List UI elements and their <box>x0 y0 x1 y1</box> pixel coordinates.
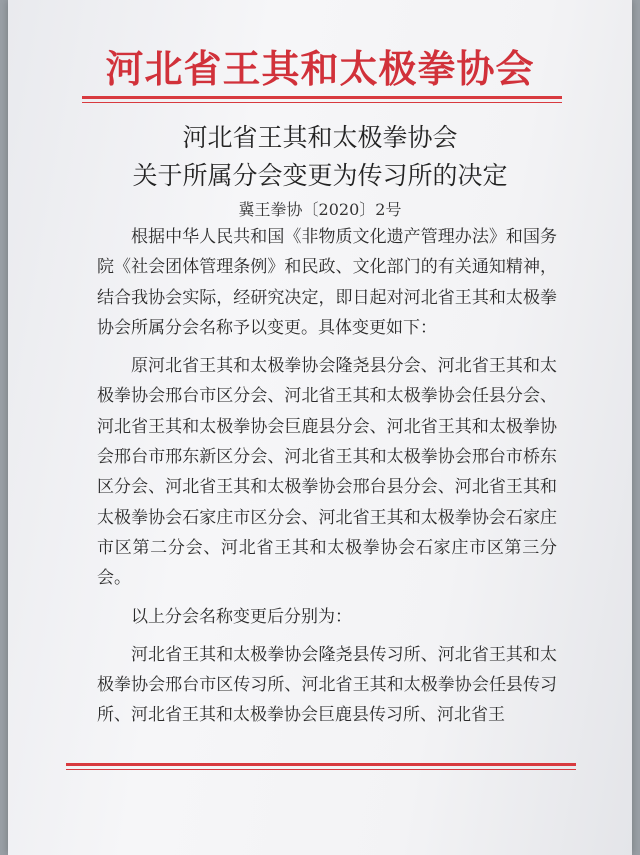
footer-red-rule-thick <box>66 763 576 766</box>
paragraph-original-branches: 原河北省王其和太极拳协会隆尧县分会、河北省王其和太极拳协会邢台市区分会、河北省王其和太极拳协会任县分会、河北省王其和太极拳协会巨鹿县分会、河北省王其和太极拳协会邢台市邢东新区分会、河北省王其和太极拳协会邢台市桥东区分会、河北省王其和太极拳协会邢台县分会、河北省王其和太极拳协会石家庄市区分会、河北省王其和太极拳协会石家庄市区第二分会、河北省王其和太极拳协会石家庄市区第三分会。 <box>97 356 557 589</box>
document-body <box>97 222 557 739</box>
document-title-line1: 河北省王其和太极拳协会 <box>182 123 458 152</box>
paragraph-renamed-intro: 以上分会名称变更后分别为： <box>131 606 352 627</box>
letterhead-org-name: 河北省王其和太极拳协会 <box>105 46 535 91</box>
document-title-line2: 关于所属分会变更为传习所的决定 <box>132 161 508 190</box>
paragraph-new-names: 河北省王其和太极拳协会隆尧县传习所、河北省王其和太极拳协会邢台市区传习所、河北省王其和太极拳协会任县传习所、河北省王其和太极拳协会巨鹿县传习所、河北省王 <box>97 644 557 726</box>
footer-red-rule-thin <box>66 769 576 770</box>
paragraph-basis: 根据中华人民共和国《非物质文化遗产管理办法》和国务院《社会团体管理条例》和民政、文化部门的有关通知精神，结合我协会实际，经研究决定，即日起对河北省王其和太极拳协会所属分会名称予以变更。具体变更如下： <box>97 227 557 338</box>
letterhead-red-rule-thin <box>82 102 562 103</box>
letterhead-red-rule-thick <box>82 96 562 99</box>
document-number: 冀王拳协〔2020〕2号 <box>238 200 402 219</box>
